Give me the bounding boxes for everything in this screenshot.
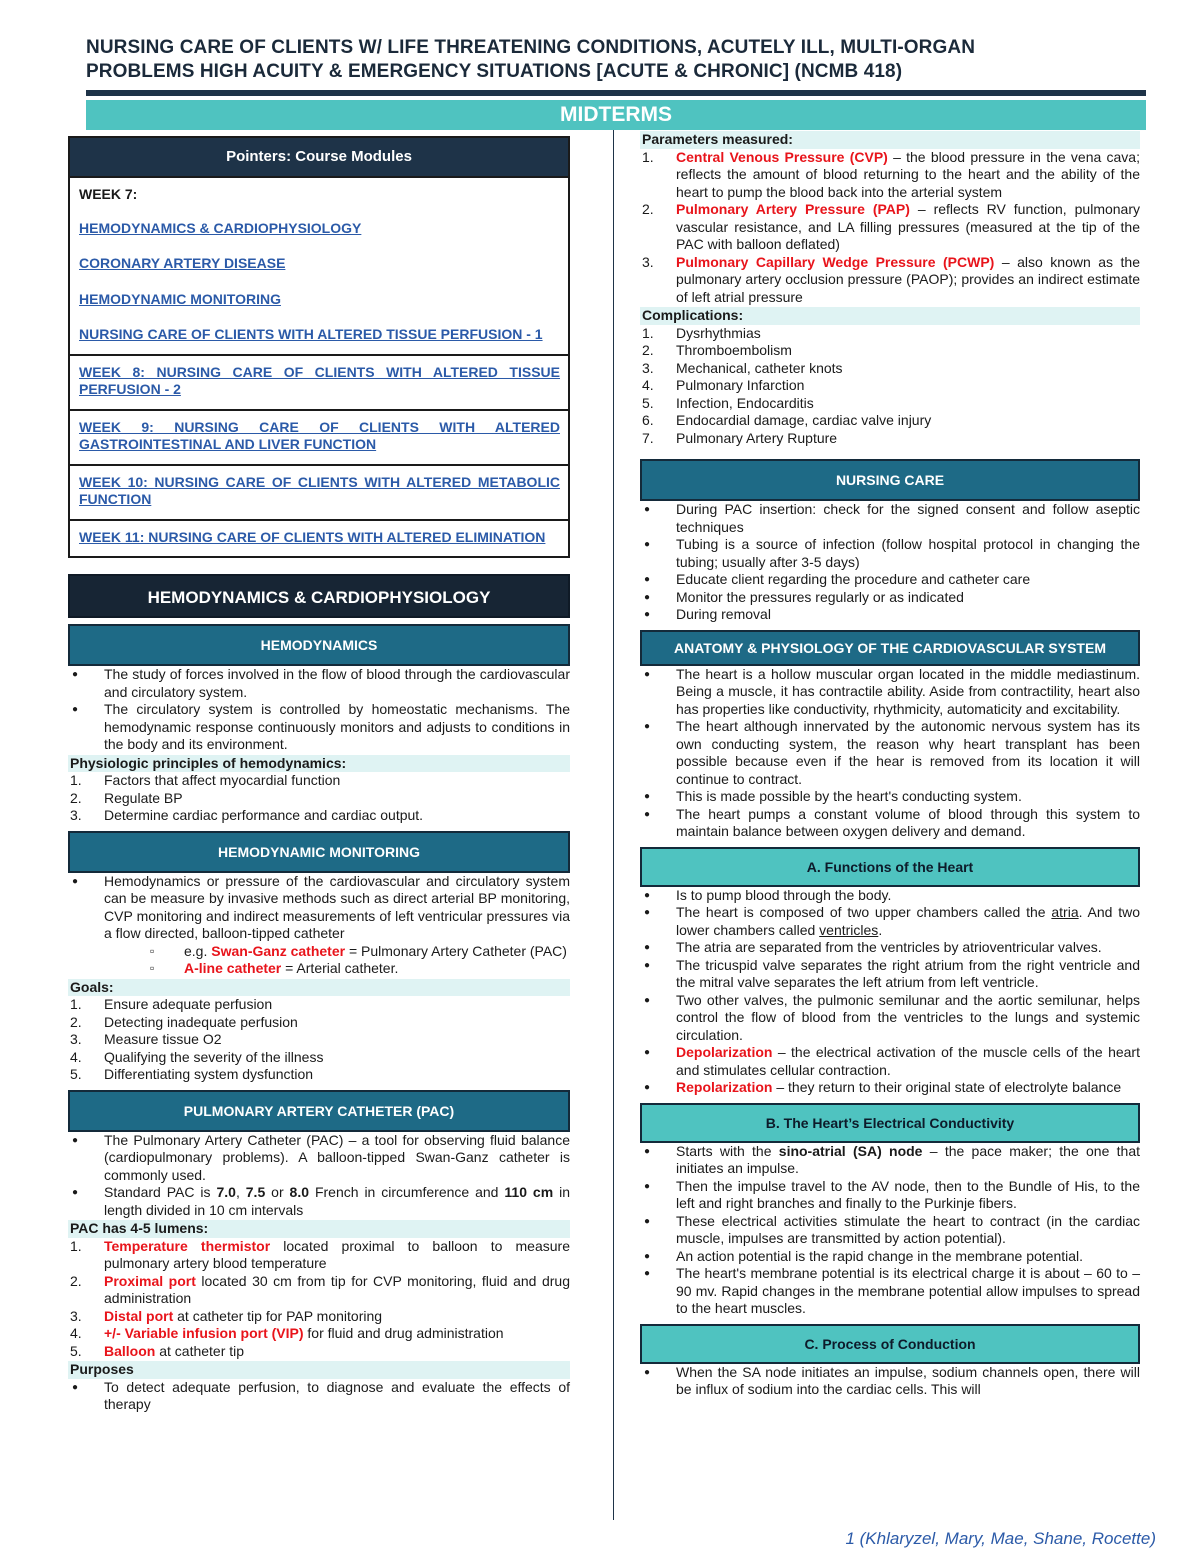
list-item: 1. Central Venous Pressure (CVP) – the blood pressure in the vena cava; reflects the amount of blood returning to the heart and the ability of the heart to pump the blood back into the arterial system <box>642 148 1140 200</box>
list-item: ● Two other valves, the pulmonic semilunar and the aortic semilunar, helps control the flow of blood from the ventricles to the lungs and systemic circulation. <box>640 992 1140 1045</box>
list-item: ● Educate client regarding the procedure and catheter care <box>640 571 1140 589</box>
list-item: 6. Endocardial damage, cardiac valve injury <box>642 412 932 428</box>
heading-pulmonary-artery-catheter: PULMONARY ARTERY CATHETER (PAC) <box>68 1090 570 1132</box>
list-item: ● During PAC insertion: check for the signed consent and follow aseptic techniques <box>640 501 1140 536</box>
physiologic-principles-list <box>68 772 570 825</box>
list-item: 7. Pulmonary Artery Rupture <box>642 429 838 446</box>
list-item: ● When the SA node initiates an impulse, sodium channels open, there will be influx of sodium into the cardiac cells. This will <box>640 1364 1140 1399</box>
week8-cell <box>70 354 568 409</box>
list-item: 5. Balloon at catheter tip <box>70 1342 245 1359</box>
link-altered-tissue-perfusion-1[interactable]: NURSING CARE OF CLIENTS WITH ALTERED TISSUE PERFUSION - 1 <box>79 326 543 342</box>
link-hemodynamics-cardiophysiology[interactable]: HEMODYNAMICS & CARDIOPHYSIOLOGY <box>79 219 362 236</box>
week7-cell <box>70 176 568 354</box>
list-item: 1. Factors that affect myocardial function <box>70 772 341 788</box>
column-divider <box>613 130 614 1520</box>
conductivity-list <box>640 1143 1140 1318</box>
title-divider <box>86 90 1146 96</box>
list-item: ● Starts with the sino-atrial (SA) node – the pace maker; the one that initiates an impulse. <box>640 1143 1140 1178</box>
link-week11[interactable]: WEEK 11: NURSING CARE OF CLIENTS WITH ALTERED ELIMINATION <box>79 528 546 545</box>
list-item: ● The Pulmonary Artery Catheter (PAC) – a tool for observing fluid balance (cardiopulmonary problems). A balloon-tipped Swan-Ganz catheter is commonly used. <box>68 1132 570 1185</box>
list-item: ● The heart pumps a constant volume of blood through this system to maintain balance between oxygen delivery and demand. <box>640 806 1140 841</box>
list-item: 3. Distal port at catheter tip for PAP monitoring <box>70 1307 383 1324</box>
heading-anatomy-physiology: ANATOMY & PHYSIOLOGY OF THE CARDIOVASCULAR SYSTEM <box>640 630 1140 666</box>
monitoring-bullets <box>68 873 570 978</box>
list-item: 1. Temperature thermistor located proximal to balloon to measure pulmonary artery blood temperature <box>70 1237 570 1271</box>
list-item: ▫ e.g. Swan-Ganz catheter = Pulmonary Artery Catheter (PAC) <box>104 943 570 961</box>
week9-cell <box>70 409 568 464</box>
catheter-sublist <box>104 943 570 978</box>
list-item: 4. +/- Variable infusion port (VIP) for fluid and drug administration <box>70 1325 504 1341</box>
heading-hemodynamic-monitoring: HEMODYNAMIC MONITORING <box>68 831 570 873</box>
doc-title-line-2: PROBLEMS HIGH ACUITY & EMERGENCY SITUATIONS [ACUTE & CHRONIC] (NCMB 418) <box>86 61 903 82</box>
pointers-heading: Pointers: Course Modules <box>70 138 568 176</box>
list-item: ● Hemodynamics or pressure of the cardiovascular and circulatory system can be measure by invasive methods such as direct arterial BP monitoring, CVP monitoring and indirect measurements of left ventricular pressures via a flow directed, balloon-tipped catheter ▫ e.g. Swan-Ganz catheter = Pulmonary Artery Catheter (PAC) ▫ A-line catheter = Arterial catheter. <box>68 873 570 978</box>
section-title-hemodynamics-cardiophysiology: HEMODYNAMICS & CARDIOPHYSIOLOGY <box>68 574 570 618</box>
list-item: ● The heart although innervated by the autonomic nervous system has its own conducting system, the reason why heart transplant has been possible because even if the hear is removed from its location it will continue to contract. <box>640 718 1140 788</box>
midterms-banner: MIDTERMS <box>86 100 1146 130</box>
list-item: 2. Pulmonary Artery Pressure (PAP) – reflects RV function, pulmonary vascular resistance, and LA filling pressures (measured at the tip of the PAC with balloon deflated) <box>642 201 1141 252</box>
list-item: ● The atria are separated from the ventricles by atrioventricular valves. <box>640 939 1140 957</box>
page-header <box>86 36 1146 130</box>
week10-cell <box>70 464 568 519</box>
right-column <box>640 130 1140 1399</box>
week7-label: WEEK 7: <box>79 186 138 202</box>
list-item: 3. Mechanical, catheter knots <box>642 359 843 376</box>
subheading-goals: Goals: <box>68 979 570 997</box>
list-item: ● The heart's membrane potential is its electrical charge it is about – 60 to – 90 mv. Rapid changes in the membrane potential allow impulses to spread to the heart muscles. <box>640 1265 1140 1318</box>
pac-bullets <box>68 1132 570 1220</box>
list-item: 3. Measure tissue O2 <box>70 1031 222 1047</box>
list-item: ● The heart is composed of two upper chambers called the atria. And two lower chambers called ventricles. <box>640 904 1140 939</box>
list-item: 2. Detecting inadequate perfusion <box>70 1013 298 1030</box>
purposes-list <box>68 1379 570 1414</box>
link-hemodynamic-monitoring[interactable]: HEMODYNAMIC MONITORING <box>79 290 281 307</box>
list-item: 1. Dysrhythmias <box>642 324 761 341</box>
list-item: ▫ A-line catheter = Arterial catheter. <box>104 960 570 978</box>
link-week8[interactable]: WEEK 8: NURSING CARE OF CLIENTS WITH ALTERED TISSUE PERFUSION - 2 <box>79 363 560 397</box>
doc-title-line-1: NURSING CARE OF CLIENTS W/ LIFE THREATENING CONDITIONS, ACUTELY ILL, MULTI-ORGAN <box>86 37 976 58</box>
subheading-parameters-measured: Parameters measured: <box>640 131 1140 149</box>
list-item: ● Monitor the pressures regularly or as indicated <box>640 589 1140 607</box>
list-item: 2. Proximal port located 30 cm from tip for CVP monitoring, fluid and drug administration <box>70 1272 571 1306</box>
page-footer: 1 (Khlaryzel, Mary, Mae, Shane, Rocette) <box>845 1529 1156 1548</box>
subheading-purposes: Purposes <box>68 1361 570 1379</box>
list-item: 2. Thromboembolism <box>642 342 792 358</box>
list-item: ● The study of forces involved in the flow of blood through the cardiovascular and circulatory system. <box>68 666 570 701</box>
list-item: ● Is to pump blood through the body. <box>640 887 1140 905</box>
anatomy-list <box>640 666 1140 841</box>
list-item: 1. Ensure adequate perfusion <box>70 996 273 1012</box>
list-item: 2. Regulate BP <box>70 789 183 806</box>
subheading-complications: Complications: <box>640 307 1140 325</box>
complications-list <box>640 325 1140 448</box>
list-item: ● The tricuspid valve separates the right atrium from the right ventricle and the mitral valve separates the left atrium from left ventricle. <box>640 957 1140 992</box>
list-item: 3. Pulmonary Capillary Wedge Pressure (PCWP) – also known as the pulmonary artery occlusion pressure (PAOP); provides an indirect estimate of left atrial pressure <box>642 253 1140 305</box>
nursing-care-list <box>640 501 1140 624</box>
heading-hemodynamics: HEMODYNAMICS <box>68 624 570 666</box>
subheading-pac-lumens: PAC has 4-5 lumens: <box>68 1220 570 1238</box>
hemodynamics-bullets <box>68 666 570 754</box>
list-item: ● This is made possible by the heart's conducting system. <box>640 788 1140 806</box>
list-item: ● Then the impulse travel to the AV node, then to the Bundle of His, to the left and right branches and finally to the Purkinje fibers. <box>640 1178 1140 1213</box>
link-week9[interactable]: WEEK 9: NURSING CARE OF CLIENTS WITH ALTERED GASTROINTESTINAL AND LIVER FUNCTION <box>79 418 560 452</box>
list-item: 4. Qualifying the severity of the illness <box>70 1048 324 1065</box>
list-item: ● Depolarization – the electrical activation of the muscle cells of the heart and stimulates cellular contraction. <box>640 1044 1140 1079</box>
list-item: ● An action potential is the rapid change in the membrane potential. <box>640 1248 1140 1266</box>
list-item: 5. Differentiating system dysfunction <box>70 1066 314 1082</box>
functions-list <box>640 887 1140 1097</box>
heading-process-of-conduction: C. Process of Conduction <box>640 1324 1140 1364</box>
list-item: ● Standard PAC is 7.0, 7.5 or 8.0 French in circumference and 110 cm in length divided in 10 cm intervals <box>68 1184 570 1219</box>
list-item: ● These electrical activities stimulate the heart to contract (in the cardiac muscle, impulses are transmitted by action potential). <box>640 1213 1140 1248</box>
conduction-list <box>640 1364 1140 1399</box>
goals-list <box>68 996 570 1084</box>
heading-electrical-conductivity: B. The Heart’s Electrical Conductivity <box>640 1103 1140 1143</box>
list-item: ● During removal <box>640 606 1140 624</box>
pac-lumens-list <box>68 1238 570 1361</box>
list-item: 5. Infection, Endocarditis <box>642 394 814 411</box>
link-week10[interactable]: WEEK 10: NURSING CARE OF CLIENTS WITH ALTERED METABOLIC FUNCTION <box>79 473 560 507</box>
list-item: 3. Determine cardiac performance and cardiac output. <box>70 807 424 823</box>
list-item: ● To detect adequate perfusion, to diagnose and evaluate the effects of therapy <box>68 1379 570 1414</box>
list-item: ● Tubing is a source of infection (follow hospital protocol in changing the tubing; usually after 3-5 days) <box>640 536 1140 571</box>
heading-functions-of-heart: A. Functions of the Heart <box>640 847 1140 887</box>
subheading-physiologic-principles: Physiologic principles of hemodynamics: <box>68 755 570 773</box>
pointers-box <box>68 136 570 558</box>
week11-cell <box>70 519 568 557</box>
heading-nursing-care: NURSING CARE <box>640 459 1140 501</box>
list-item: 4. Pulmonary Infarction <box>642 377 805 393</box>
list-item: ● Repolarization – they return to their original state of electrolyte balance <box>640 1079 1140 1097</box>
left-column <box>68 130 570 1414</box>
list-item: ● The heart is a hollow muscular organ located in the middle mediastinum. Being a muscle, it has contractile ability. Aside from contractility, heart also has properties like conductivity, rhythmicity, automaticity and excitability. <box>640 666 1140 719</box>
link-coronary-artery-disease[interactable]: CORONARY ARTERY DISEASE <box>79 255 286 271</box>
list-item: ● The circulatory system is controlled by homeostatic mechanisms. The hemodynamic response continuously monitors and adjusts to conditions in the body and its environment. <box>68 701 570 754</box>
parameters-list <box>640 149 1140 307</box>
